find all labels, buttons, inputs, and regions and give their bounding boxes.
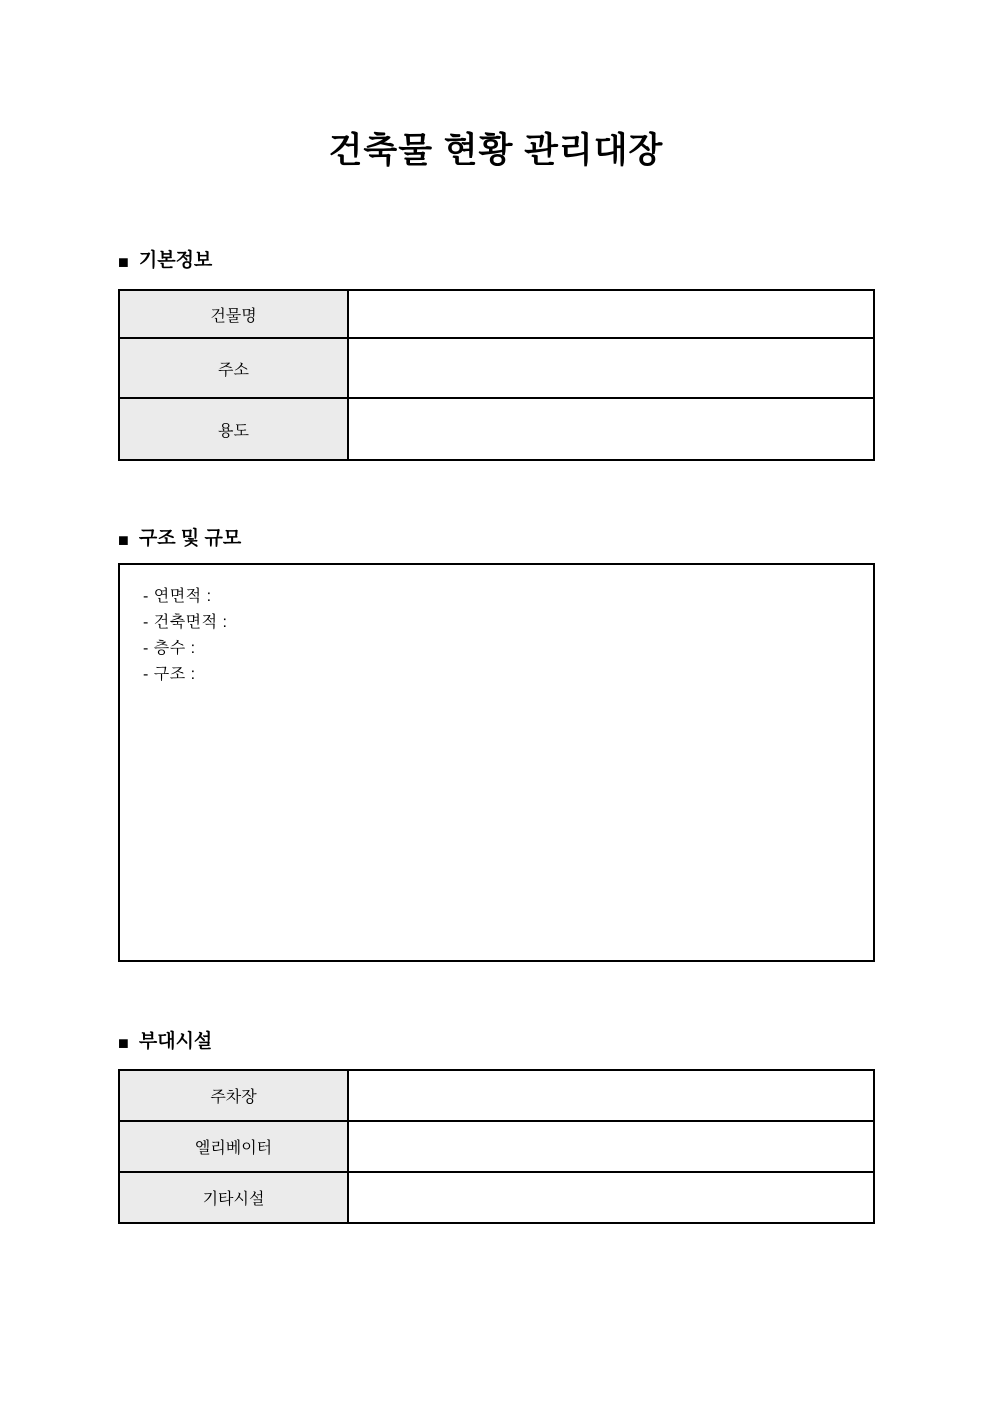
structure-item-structure-type: - 구조 : [143,666,196,683]
value-cell-parking[interactable] [348,1070,874,1121]
table-row [119,1121,874,1172]
section-header-basic-info [118,250,212,272]
value-cell-elevator[interactable] [348,1121,874,1172]
facilities-table [118,1069,875,1224]
value-cell-building-name[interactable] [348,290,874,338]
table-row [119,338,874,398]
label-cell-use: 용도 [119,398,348,460]
section-header-facilities [118,1031,212,1053]
structure-item-building-area: - 건축면적 : [143,614,228,631]
label-cell-other-facilities: 기타시설 [119,1172,348,1223]
label-cell-building-name: 건물명 [119,290,348,338]
document-title: 건축물 현황 관리대장 [328,131,664,170]
label-cell-elevator: 엘리베이터 [119,1121,348,1172]
section-title-structure-scale: 구조 및 규모 [138,528,242,549]
square-bullet-icon: ■ [118,252,129,272]
basic-info-table [118,289,875,461]
square-bullet-icon: ■ [118,1033,129,1053]
structure-scale-box[interactable] [118,563,875,962]
structure-item-total-floor-area: - 연면적 : [143,588,212,605]
table-row [119,1070,874,1121]
label-cell-parking: 주차장 [119,1070,348,1121]
section-header-structure-scale [118,528,241,550]
square-bullet-icon: ■ [118,530,129,550]
structure-item-floors: - 층수 : [143,640,196,657]
table-row [119,398,874,460]
table-row [119,1172,874,1223]
value-cell-use[interactable] [348,398,874,460]
label-cell-address: 주소 [119,338,348,398]
value-cell-address[interactable] [348,338,874,398]
table-row [119,290,874,338]
section-title-facilities: 부대시설 [138,1031,213,1052]
value-cell-other-facilities[interactable] [348,1172,874,1223]
section-title-basic-info: 기본정보 [138,250,213,271]
